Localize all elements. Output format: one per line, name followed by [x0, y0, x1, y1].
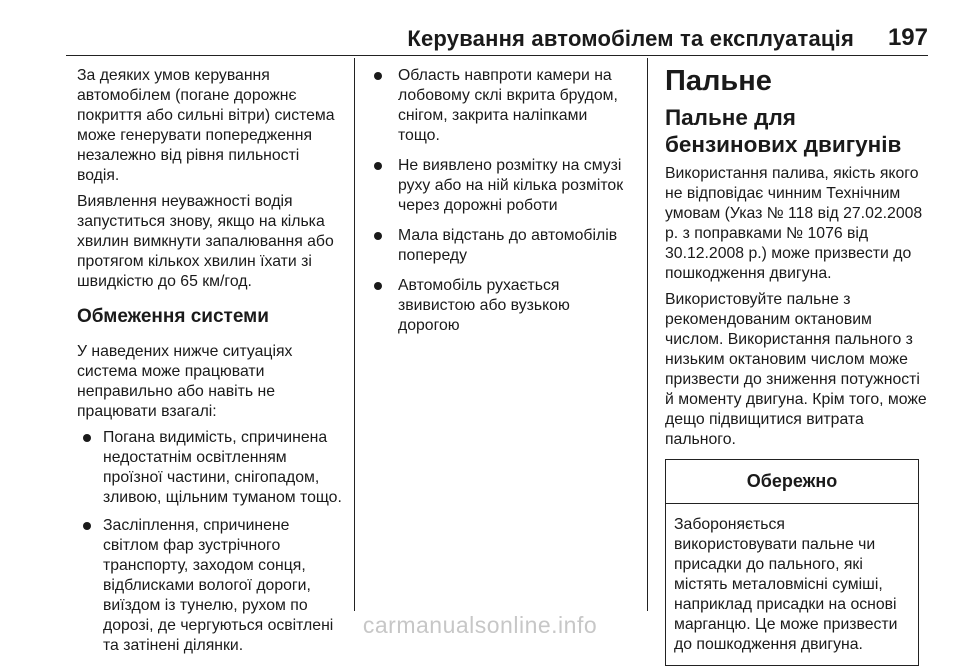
section-heading: Обмеження системи	[77, 306, 269, 327]
list-item: Засліплення, спричинене світлом фар зустрічного транспорту, заходом сонця, відблисками вологої дороги, виїздом із тунелю, рухом по дорозі, де чергуються освітлені та затінені ділянки.	[77, 516, 345, 656]
paragraph: За деяких умов керування автомобілем (погане дорожнє покриття або сильні вітри) система може генерувати попередження незалежно від рівня пильності водія.	[77, 67, 335, 184]
column-divider-2	[647, 58, 648, 611]
caution-text: Забороняється використовувати пальне чи присадки до пального, які містять металовмісні суміші, наприклад присадки на основі марганцю. Це може призвести до пошкодження двигуна.	[674, 516, 898, 653]
bullet-icon	[374, 162, 382, 170]
section-title: Пальне	[665, 65, 772, 97]
bullet-icon	[374, 72, 382, 80]
paragraph: Виявлення неуважності водія запуститься знову, якщо на кілька хвилин вимкнути запалювання або протягом кількох хвилин їхати зі швидкістю до 65 км/год.	[77, 193, 334, 290]
bullet-icon	[374, 232, 382, 240]
paragraph: У наведених нижче ситуаціях система може працювати неправильно або навіть не працювати взагалі:	[77, 343, 293, 420]
paragraph: Використовуйте пальне з рекомендованим октановим числом. Використання пального з низьким октановим числом може призвести до зниження потужності й моменту двигуна. Крім того, може дещо підвищитися витрата пального.	[665, 291, 927, 448]
watermark: carmanualsonline.info	[362, 612, 598, 638]
bullet-icon	[374, 282, 382, 290]
header-rule	[66, 55, 928, 56]
header-title: Керування автомобілем та експлуатація	[407, 26, 854, 51]
list-item: Мала відстань до автомобілів попереду	[372, 226, 632, 266]
list-item: Автомобіль рухається звивистою або вузькою дорогою	[372, 276, 632, 336]
list-item: Не виявлено розмітку на смузі руху або на ній кілька розміток через дорожні роботи	[372, 156, 632, 216]
page-header	[0, 0, 960, 58]
list-item: Область навпроти камери на лобовому склі вкрита брудом, снігом, закрита наліпками тощо.	[372, 66, 632, 146]
page-number: 197	[887, 24, 928, 51]
column-3	[665, 66, 930, 666]
bullet-icon	[83, 522, 91, 530]
section-subtitle: Пальне для бензинових двигунів	[665, 105, 902, 157]
list-item: Погана видимість, спричинена недостатнім освітленням проїзної частини, снігопадом, зливою, щільним туманом тощо.	[77, 428, 345, 508]
column-2	[372, 66, 632, 346]
bullet-icon	[83, 434, 91, 442]
bullet-list	[372, 66, 632, 336]
column-1	[77, 66, 345, 664]
paragraph: Використання палива, якість якого не відповідає чинним Технічним умовам (Указ № 118 від 27.02.2008 р. з поправками № 1076 від 30.12.2008 р.) може призвести до пошкодження двигуна.	[665, 165, 923, 282]
caution-title: Обережно	[666, 460, 918, 504]
column-divider-1	[354, 58, 355, 611]
